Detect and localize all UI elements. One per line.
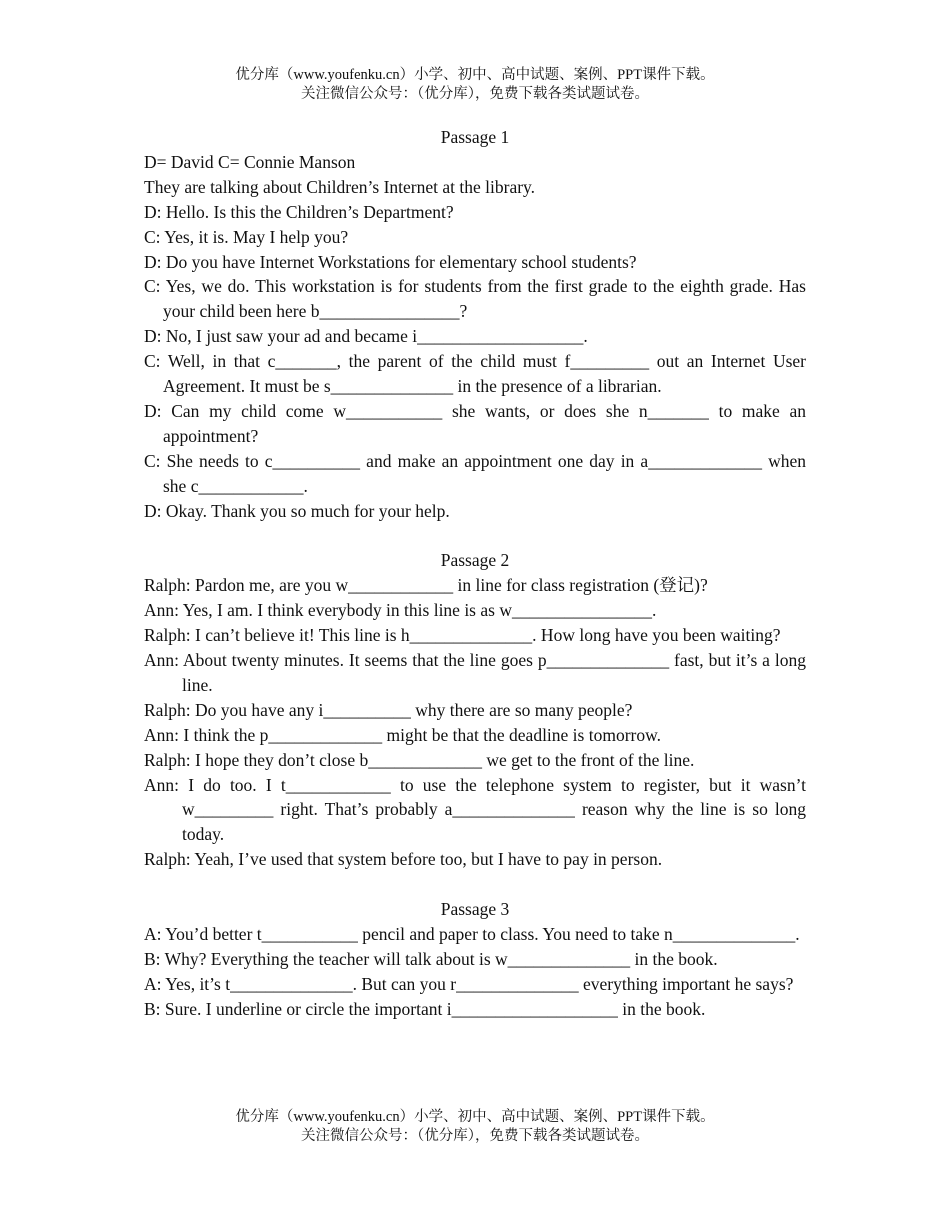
passage-1-line: C: Well, in that c_______, the parent of the child must f_________ out an Internet User Agreement. It must be s______________ in the presence of a librarian. xyxy=(144,351,806,397)
passage-2-line: Ralph: Do you have any i__________ why there are so many people? xyxy=(144,699,633,720)
passage-3-line: A: Yes, it’s t______________. But can you r______________ everything important he says? xyxy=(144,973,794,994)
passage-1-line: D= David C= Connie Manson xyxy=(144,151,356,172)
passage-2-line: Ralph: I can’t believe it! This line is h______________. How long have you been waiting? xyxy=(144,625,781,646)
passage-2-line: Ralph: Yeah, I’ve used that system before too, but I have to pay in person. xyxy=(144,849,663,870)
passage-1-line: D: Can my child come w___________ she wants, or does she n_______ to make an appointment? xyxy=(144,400,806,446)
passage-2-line: Ann: I do too. I t____________ to use the telephone system to register, but it wasn’t w_________ right. That’s probably a______________ reason why the line is so long today. xyxy=(144,774,806,845)
document-body xyxy=(144,125,806,1022)
passage-2-line: Ann: I think the p_____________ might be that the deadline is tomorrow. xyxy=(144,724,661,745)
passage-1-line: C: Yes, it is. May I help you? xyxy=(144,226,349,247)
passage-2-line: Ralph: I hope they don’t close b_____________ we get to the front of the line. xyxy=(144,749,695,770)
passage-1-line: They are talking about Children’s Internet at the library. xyxy=(144,176,536,197)
header-line-2: 关注微信公众号：（优分库），免费下载各类试题试卷。 xyxy=(301,86,649,102)
passage-3-line: B: Sure. I underline or circle the important i___________________ in the book. xyxy=(144,998,706,1019)
page-footer xyxy=(0,1108,950,1146)
passage-1-line: D: Okay. Thank you so much for your help. xyxy=(144,500,450,521)
passage-spacer xyxy=(144,872,806,897)
passage-2-line: Ann: About twenty minutes. It seems that the line goes p______________ fast, but it’s a long line. xyxy=(144,650,806,695)
passage-2-line: Ralph: Pardon me, are you w____________ in line for class registration (登记)? xyxy=(144,575,708,596)
passage-2-title: Passage 2 xyxy=(440,550,510,571)
passage-3-line: A: You’d better t___________ pencil and paper to class. You need to take n______________. xyxy=(144,923,800,944)
passage-2-line: Ann: Yes, I am. I think everybody in this line is as w________________. xyxy=(144,600,657,621)
passage-3-line: B: Why? Everything the teacher will talk about is w______________ in the book. xyxy=(144,948,718,969)
passage-1-line: D: No, I just saw your ad and became i___________________. xyxy=(144,326,588,347)
page-header xyxy=(0,66,950,104)
header-line-1: 优分库（www.youfenku.cn）小学、初中、高中试题、案例、PPT课件下载。 xyxy=(235,67,715,83)
passage-1-line: C: She needs to c__________ and make an appointment one day in a_____________ when she c____________. xyxy=(144,450,806,496)
passage-1-line: C: Yes, we do. This workstation is for students from the first grade to the eighth grade. Has your child been here b________________? xyxy=(144,276,806,322)
passage-1-line: D: Hello. Is this the Children’s Department? xyxy=(144,201,454,222)
footer-line-1: 优分库（www.youfenku.cn）小学、初中、高中试题、案例、PPT课件下载。 xyxy=(235,1109,715,1125)
footer-line-2: 关注微信公众号：（优分库），免费下载各类试题试卷。 xyxy=(301,1128,649,1144)
passage-3-title: Passage 3 xyxy=(440,899,510,920)
passage-spacer xyxy=(144,524,806,549)
passage-1-title: Passage 1 xyxy=(440,127,510,147)
passage-1-line: D: Do you have Internet Workstations for elementary school students? xyxy=(144,251,637,272)
